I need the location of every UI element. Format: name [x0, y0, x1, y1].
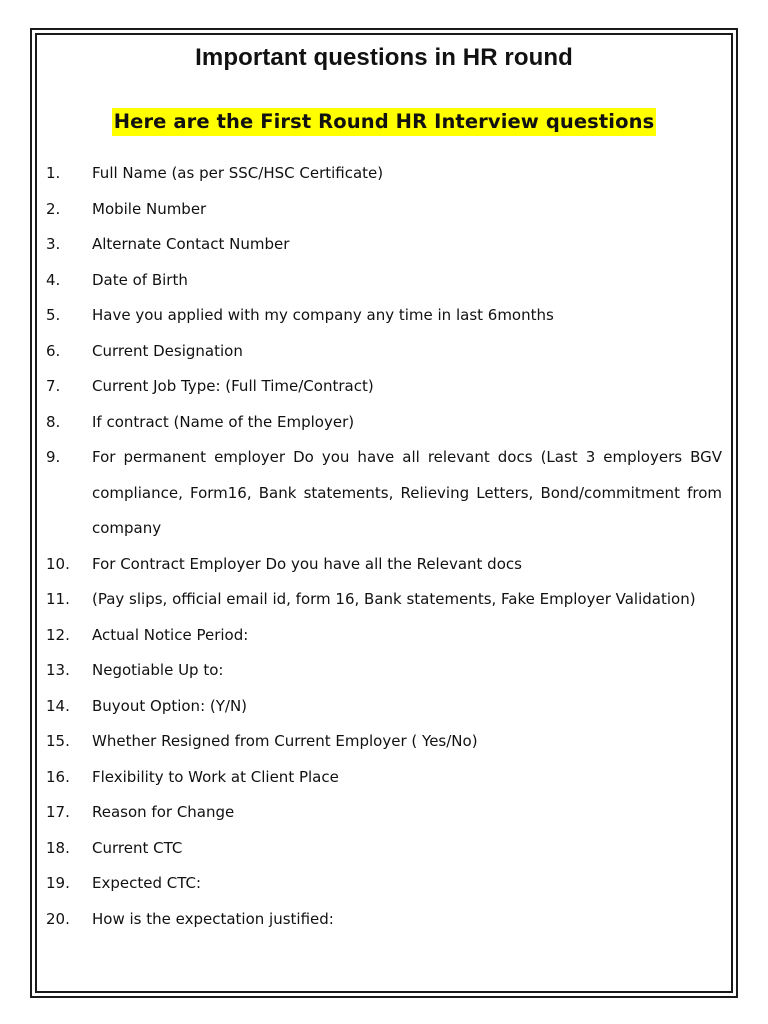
question-text: Current Designation — [92, 341, 243, 360]
question-number: 17. — [46, 803, 70, 821]
question-text: Date of Birth — [92, 270, 188, 289]
question-item — [46, 618, 722, 654]
question-number: 20. — [46, 909, 70, 928]
question-item — [46, 298, 722, 334]
question-item — [46, 760, 722, 796]
question-text: For permanent employer Do you have all relevant docs (Last 3 employers BGV compliance, Form16, Bank statements, Relieving Letters, Bond/commitment from company — [92, 448, 722, 537]
question-number: 2. — [46, 199, 61, 218]
question-item — [46, 724, 722, 760]
question-item — [46, 689, 722, 725]
question-text: Expected CTC: — [92, 874, 202, 892]
question-item — [46, 866, 722, 902]
question-text: How is the expectation justified: — [92, 909, 334, 928]
question-number: 9. — [46, 448, 61, 466]
document-subtitle: Here are the First Round HR Interview questions — [112, 108, 657, 136]
question-item — [46, 902, 722, 938]
question-text: Negotiable Up to: — [92, 661, 224, 679]
document-title: Important questions in HR round — [195, 44, 573, 71]
question-number: 13. — [46, 661, 70, 679]
question-item — [46, 582, 722, 618]
question-item — [46, 653, 722, 689]
question-list — [46, 156, 722, 937]
question-text: Alternate Contact Number — [92, 235, 290, 253]
question-number: 15. — [46, 732, 70, 750]
question-text: Reason for Change — [92, 803, 235, 821]
question-item — [46, 263, 722, 299]
question-number: 18. — [46, 838, 70, 857]
question-text: Current Job Type: (Full Time/Contract) — [92, 377, 374, 395]
question-number: 4. — [46, 270, 61, 289]
question-text: If contract (Name of the Employer) — [92, 412, 355, 431]
question-number: 11. — [46, 590, 70, 608]
question-number: 12. — [46, 625, 70, 644]
question-text: Whether Resigned from Current Employer ( Yes/No) — [92, 732, 478, 750]
question-number: 8. — [46, 412, 61, 431]
question-item — [46, 440, 722, 547]
question-item — [46, 334, 722, 370]
question-number: 3. — [46, 235, 61, 253]
question-item — [46, 547, 722, 583]
question-item — [46, 227, 722, 263]
question-text: (Pay slips, official email id, form 16, Bank statements, Fake Employer Validation) — [92, 590, 696, 608]
subtitle-container — [0, 108, 768, 136]
question-number: 19. — [46, 874, 70, 892]
question-number: 6. — [46, 341, 61, 360]
question-item — [46, 831, 722, 867]
question-item — [46, 405, 722, 441]
question-number: 5. — [46, 306, 61, 324]
question-text: Full Name (as per SSC/HSC Certificate) — [92, 164, 384, 182]
question-number: 16. — [46, 767, 70, 786]
question-item — [46, 192, 722, 228]
question-text: For Contract Employer Do you have all the Relevant docs — [92, 554, 522, 573]
question-number: 7. — [46, 377, 61, 395]
question-text: Mobile Number — [92, 199, 207, 218]
question-number: 1. — [46, 164, 61, 182]
question-item — [46, 795, 722, 831]
question-text: Current CTC — [92, 838, 183, 857]
question-text: Flexibility to Work at Client Place — [92, 767, 339, 786]
question-number: 10. — [46, 554, 70, 573]
question-text: Have you applied with my company any time in last 6months — [92, 306, 554, 324]
question-item — [46, 369, 722, 405]
question-number: 14. — [46, 696, 70, 715]
question-text: Actual Notice Period: — [92, 625, 249, 644]
question-text: Buyout Option: (Y/N) — [92, 696, 248, 715]
question-item — [46, 156, 722, 192]
